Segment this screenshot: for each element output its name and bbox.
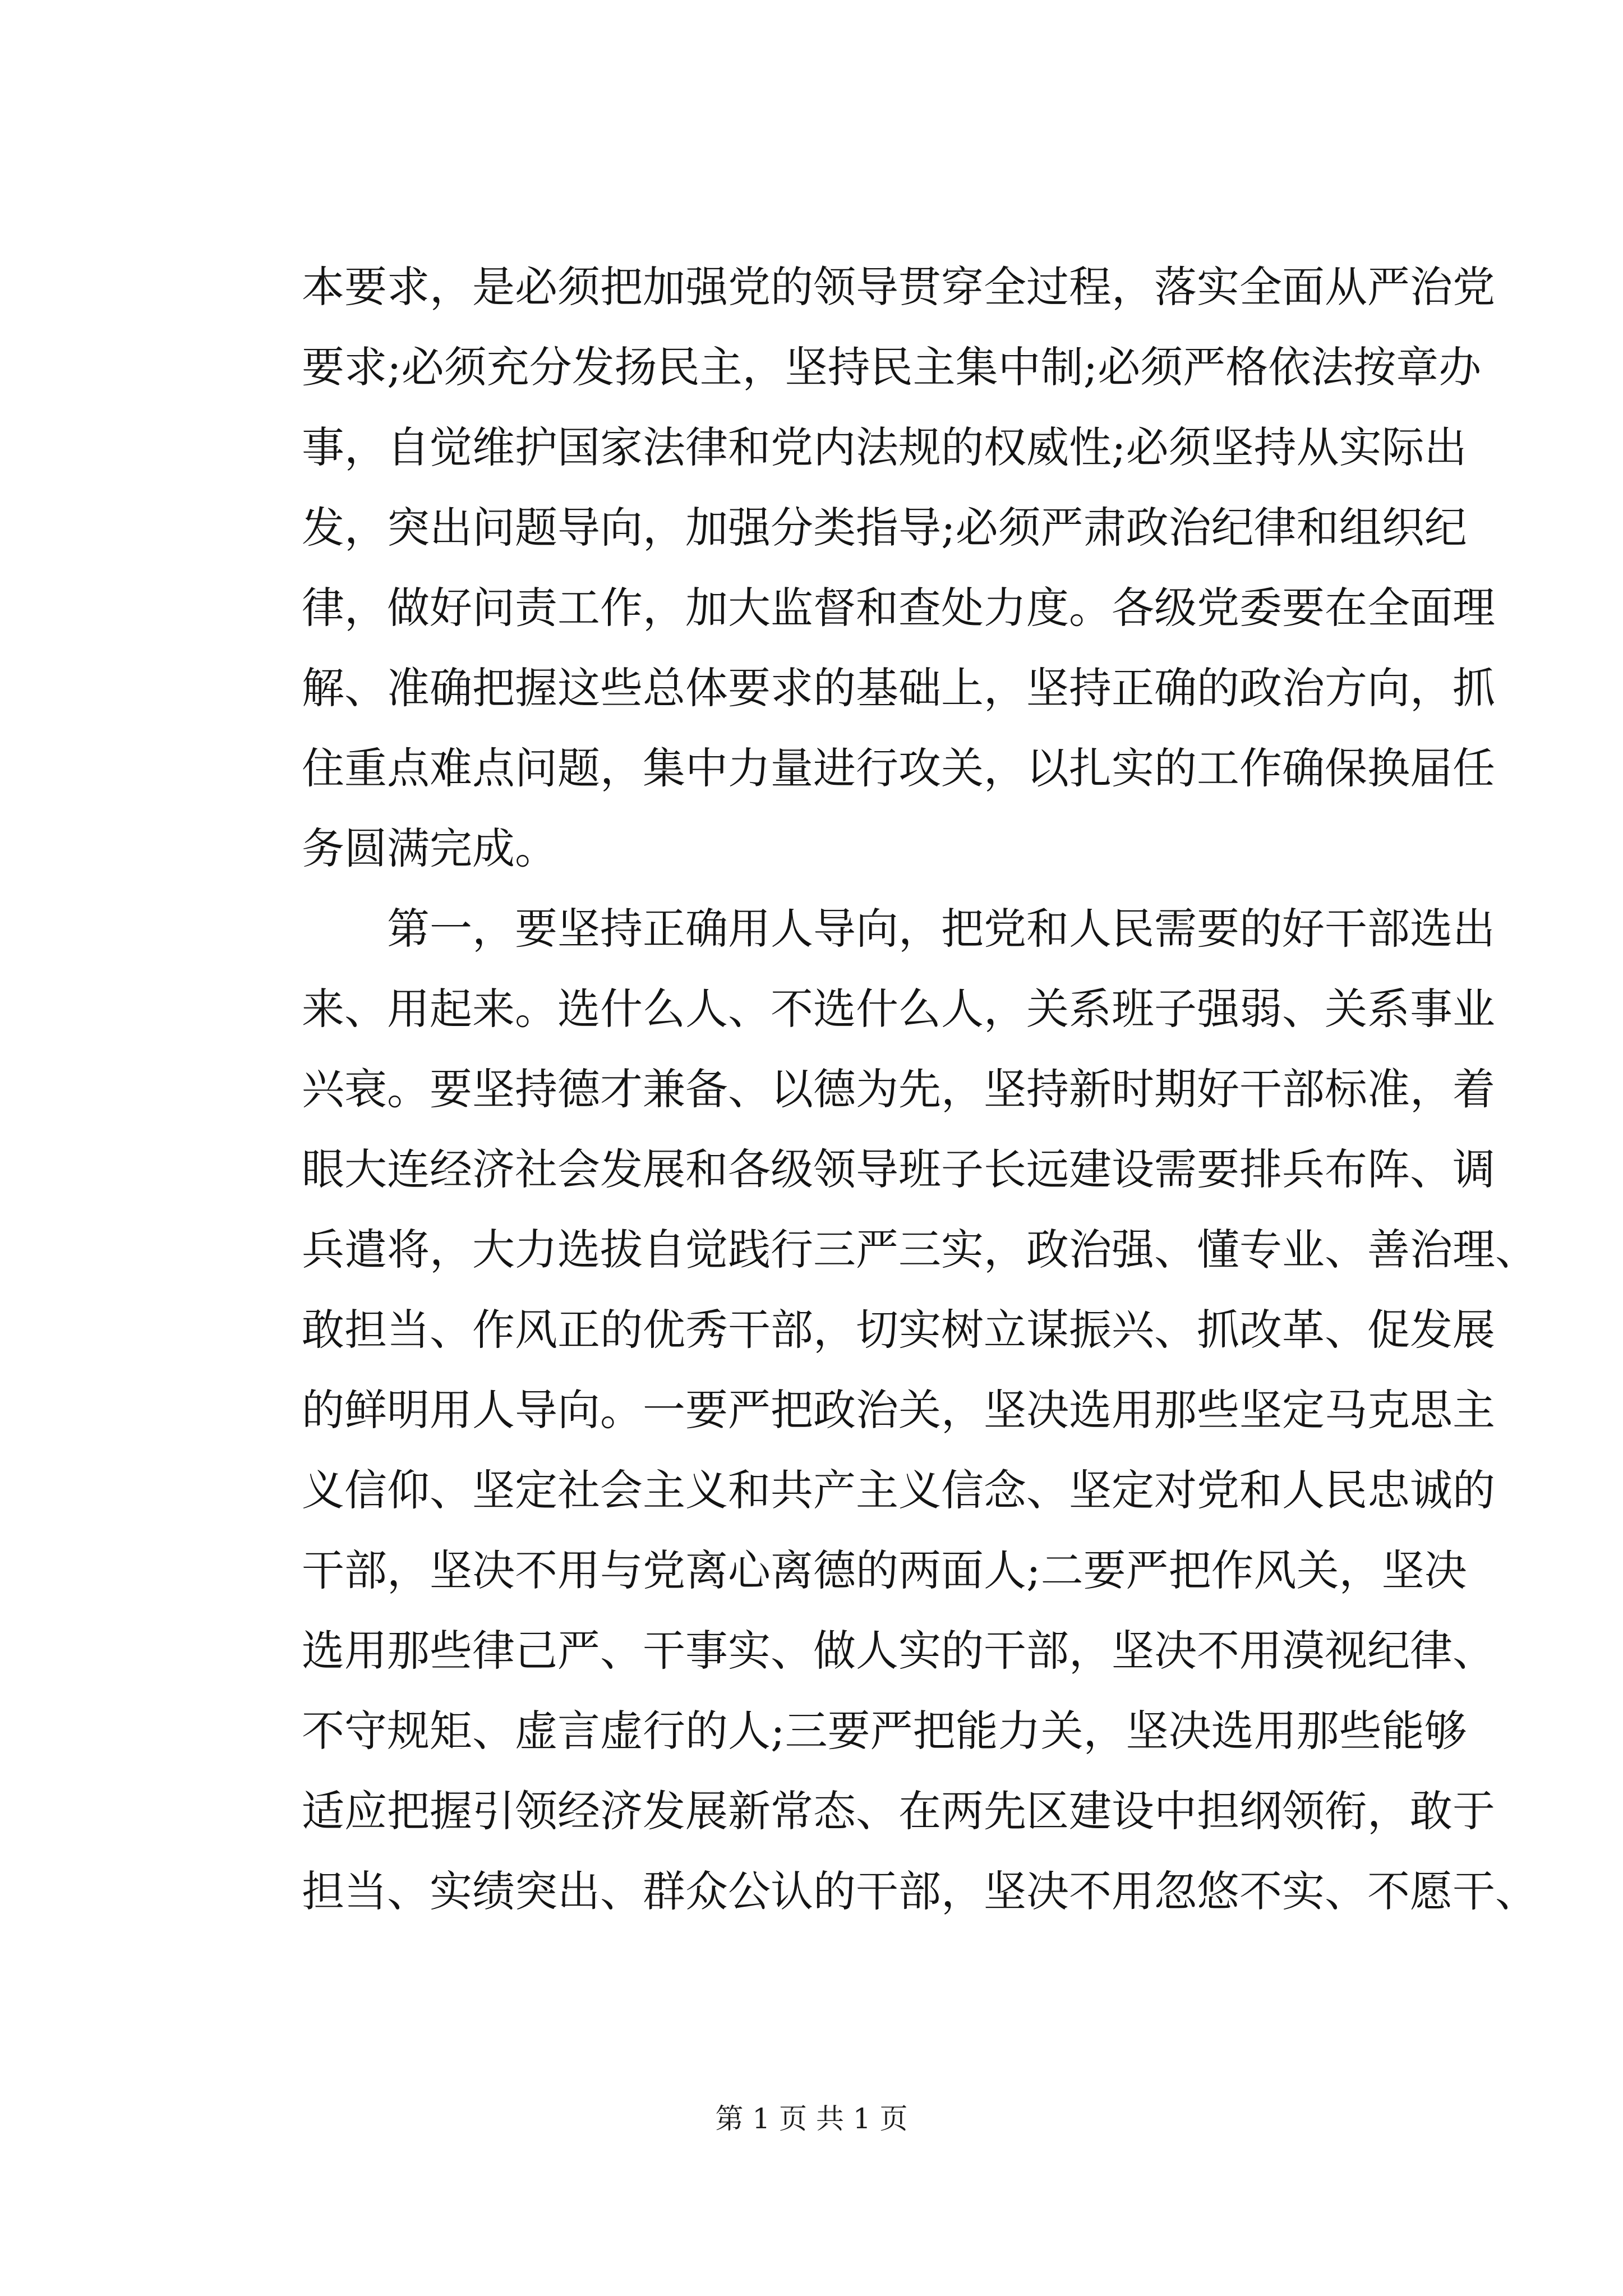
text-line: 务圆满完成。 bbox=[302, 823, 557, 873]
text-line: 发，突出问题导向，加强分类指导;必须严肃政治纪律和组织纪 bbox=[302, 503, 1467, 553]
text-line: 要求;必须充分发扬民主，坚持民主集中制;必须严格依法按章办 bbox=[302, 342, 1482, 392]
text-line: 住重点难点问题，集中力量进行攻关，以扎实的工作确保换届任 bbox=[302, 743, 1495, 793]
text-line: 本要求，是必须把加强党的领导贯穿全过程，落实全面从严治党 bbox=[302, 262, 1495, 312]
text-line: 眼大连经济社会发展和各级领导班子长远建设需要排兵布阵、调 bbox=[302, 1144, 1495, 1194]
text-line: 选用那些律己严、干事实、做人实的干部，坚决不用漠视纪律、 bbox=[302, 1626, 1495, 1676]
text-line: 不守规矩、虚言虚行的人;三要严把能力关，坚决选用那些能够 bbox=[302, 1706, 1467, 1756]
text-line: 事，自觉维护国家法律和党内法规的权威性;必须坚持从实际出 bbox=[302, 422, 1467, 472]
text-line: 律，做好问责工作，加大监督和查处力度。各级党委要在全面理 bbox=[302, 583, 1495, 633]
text-line: 兴衰。要坚持德才兼备、以德为先，坚持新时期好干部标准，着 bbox=[302, 1064, 1495, 1114]
text-line: 敢担当、作风正的优秀干部，切实树立谋振兴、抓改革、促发展 bbox=[302, 1305, 1495, 1355]
body-text bbox=[302, 247, 1538, 1931]
text-line: 第一，要坚持正确用人导向，把党和人民需要的好干部选出 bbox=[302, 904, 1495, 954]
page-footer: 第 1 页 共 1 页 bbox=[715, 2102, 908, 2135]
text-line: 干部，坚决不用与党离心离德的两面人;二要严把作风关，坚决 bbox=[302, 1545, 1467, 1595]
text-line: 兵遣将，大力选拔自觉践行三严三实，政治强、懂专业、善治理、 bbox=[302, 1225, 1538, 1274]
text-line: 解、准确把握这些总体要求的基础上，坚持正确的政治方向，抓 bbox=[302, 663, 1495, 713]
text-line: 担当、实绩突出、群众公认的干部，坚决不用忽悠不实、不愿干、 bbox=[302, 1866, 1538, 1916]
text-line: 适应把握引领经济发展新常态、在两先区建设中担纲领衔，敢于 bbox=[302, 1786, 1495, 1836]
text-line: 来、用起来。选什么人、不选什么人，关系班子强弱、关系事业 bbox=[302, 984, 1495, 1034]
text-line: 义信仰、坚定社会主义和共产主义信念、坚定对党和人民忠诚的 bbox=[302, 1465, 1495, 1515]
text-line: 的鲜明用人导向。一要严把政治关，坚决选用那些坚定马克思主 bbox=[302, 1385, 1495, 1435]
